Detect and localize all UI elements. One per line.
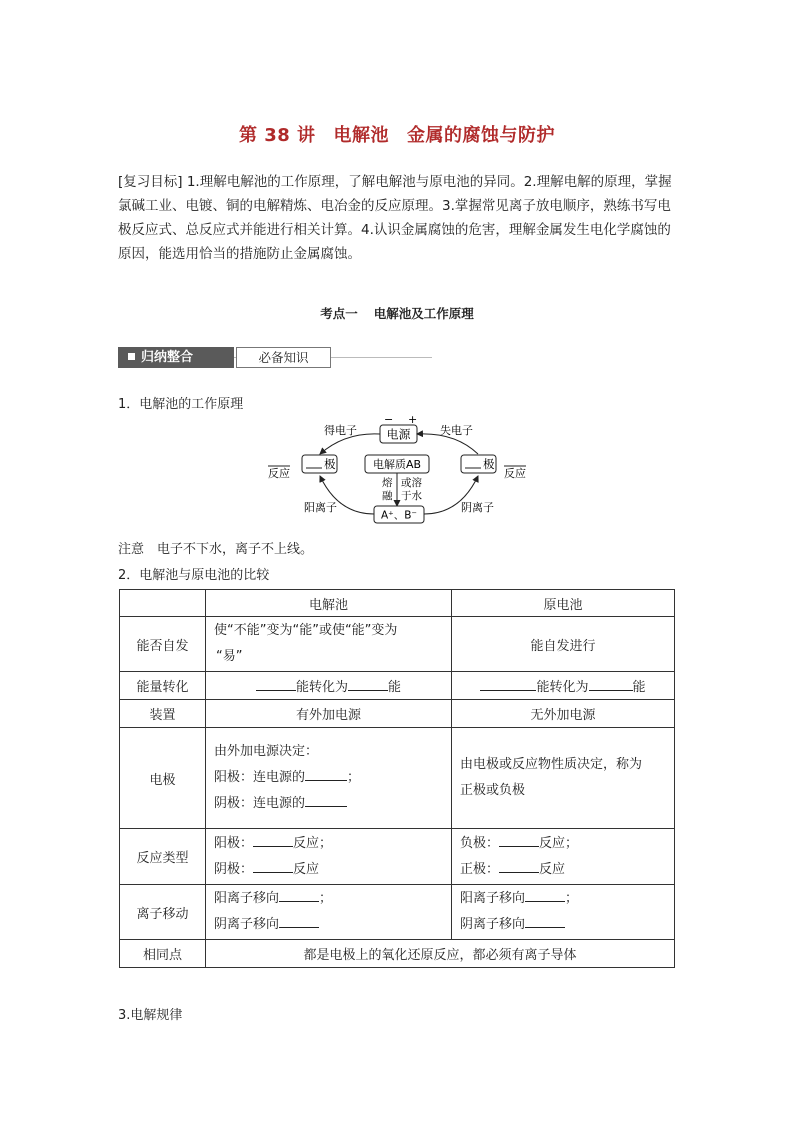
cell-text: 阴离子移向	[460, 917, 526, 932]
cell-common: 都是电极上的氧化还原反应，都必须有离子导体	[206, 940, 675, 968]
molten-label-2: 融	[382, 490, 393, 502]
blank-line	[589, 678, 633, 691]
table-row	[120, 617, 675, 672]
lose-electron-label: 失电子	[440, 424, 473, 437]
cell-text: 反应	[539, 861, 566, 877]
row-label-spontaneous: 能否自发	[120, 617, 206, 672]
cell-text: 能转化为	[536, 680, 589, 695]
cell-energy-galvanic	[452, 672, 675, 700]
cell-device-electrolytic: 有外加电源	[206, 700, 452, 728]
blank-line	[499, 834, 539, 847]
ions-label: A⁺、B⁻	[381, 509, 417, 522]
cell-energy-electrolytic	[206, 672, 452, 700]
cell-text: 反应	[293, 861, 320, 877]
cell-line	[214, 765, 443, 791]
cell-reaction-electrolytic	[206, 829, 452, 885]
cell-text: ；	[565, 891, 579, 906]
cell-text: 反应；	[293, 835, 333, 851]
cell-text: 能	[632, 680, 646, 695]
right-reaction-label: 反应	[504, 467, 526, 480]
blank-line	[305, 768, 347, 781]
banner-summary-label: 归纳整合	[141, 350, 194, 365]
molten-label-1: 熔	[382, 477, 393, 489]
review-goals: [复习目标] 1.理解电解池的工作原理，了解电解池与原电池的异同。2.理解电解的原理，掌握氯碱工业、电镀、铜的电解精炼、电冶金的反应原理。3.掌握常见离子放电顺序，熟练书写电极反应式、总反应式并能进行相关计算。4.认识金属腐蚀的危害，理解金属发生电化学腐蚀的原因，能选用恰当的措施防止金属腐蚀。	[118, 174, 672, 262]
cell-electrode-galvanic	[452, 728, 675, 829]
power-label: 电源	[386, 427, 411, 442]
cell-ion-electrolytic	[206, 885, 452, 940]
blank-line	[253, 834, 293, 847]
electrolysis-diagram	[260, 410, 540, 525]
anion-label: 阴离子	[461, 501, 494, 514]
cell-line	[214, 857, 443, 883]
table-row	[120, 728, 675, 829]
square-bullet-icon	[128, 353, 135, 360]
section-number: 考点一	[320, 306, 358, 321]
table-row	[120, 940, 675, 968]
cell-line	[214, 912, 443, 938]
dissolve-label-1: 或溶	[401, 477, 422, 489]
row-label-device: 装置	[120, 700, 206, 728]
table-row	[120, 885, 675, 940]
left-electrode-label: 极	[324, 457, 336, 471]
blank-line	[525, 915, 565, 928]
blank-line	[499, 860, 539, 873]
cell-text: 阳极：连电源的	[214, 770, 306, 785]
cell-text: 正极：	[460, 861, 500, 877]
blank-line	[305, 794, 347, 807]
section-name: 电解池及工作原理	[373, 306, 474, 321]
cell-text: 能	[388, 680, 402, 695]
banner-summary	[118, 347, 234, 368]
cell-text: ；	[319, 891, 333, 906]
table-row	[120, 829, 675, 885]
cell-text: 能转化为	[295, 680, 348, 695]
cell-text: 由外加电源决定：	[214, 744, 319, 759]
banner-knowledge: 必备知识	[236, 347, 331, 368]
table-row	[120, 590, 675, 617]
header-galvanic: 原电池	[452, 590, 675, 617]
lesson-number: 第 38 讲	[238, 125, 316, 146]
table-row	[120, 672, 675, 700]
header-electrolytic: 电解池	[206, 590, 452, 617]
left-reaction-label: 反应	[268, 467, 290, 480]
minus-sign: −	[384, 413, 394, 426]
item-2-heading: 2．电解池与原电池的比较	[118, 568, 270, 583]
row-label-energy: 能量转化	[120, 672, 206, 700]
item-1-heading: 1．电解池的工作原理	[118, 397, 244, 412]
lesson-topic-2: 金属的腐蚀与防护	[407, 125, 556, 146]
cell-text: 正极或负极	[460, 783, 526, 798]
cell-line	[460, 831, 666, 857]
cell-text: 阴极：	[214, 861, 254, 877]
page-title	[0, 121, 794, 147]
cell-electrode-electrolytic	[206, 728, 452, 829]
blank-line	[256, 678, 296, 691]
cell-line	[460, 912, 666, 938]
header-empty-cell	[120, 590, 206, 617]
cell-text: 由电极或反应物性质决定，称为	[460, 757, 643, 772]
cell-text: 阳极：	[214, 835, 254, 851]
cell-line	[214, 791, 443, 817]
cell-text: 负极：	[460, 835, 500, 851]
cell-device-galvanic: 无外加电源	[452, 700, 675, 728]
cell-spontaneous-galvanic: 能自发进行	[452, 617, 675, 672]
comparison-table	[119, 589, 675, 968]
cell-reaction-galvanic	[452, 829, 675, 885]
cell-text: 阳离子移向	[214, 891, 280, 906]
item-3-heading: 3.电解规律	[118, 1008, 183, 1023]
blank-line	[279, 889, 319, 902]
electrolyte-label: 电解质AB	[372, 458, 422, 471]
cell-text: 反应；	[539, 835, 579, 851]
cell-text: 阴极：连电源的	[214, 796, 306, 811]
cell-line	[214, 831, 443, 857]
cell-text: ；	[347, 770, 361, 785]
blank-line	[279, 915, 319, 928]
cell-spontaneous-electrolytic	[206, 617, 452, 672]
section-title	[0, 304, 794, 322]
plus-sign: +	[408, 413, 418, 426]
blank-line	[525, 889, 565, 902]
dissolve-label-2: 于水	[401, 490, 422, 502]
cell-line	[460, 886, 666, 912]
cell-line	[214, 886, 443, 912]
cation-label: 阳离子	[304, 501, 337, 514]
blank-line	[253, 860, 293, 873]
note: 注意 电子不下水，离子不上线。	[118, 542, 314, 557]
get-electron-label: 得电子	[324, 424, 357, 437]
cell-text: 阳离子移向	[460, 891, 526, 906]
cell-text: “易”	[216, 649, 243, 664]
blank-line	[480, 678, 536, 691]
right-electrode-label: 极	[483, 457, 495, 471]
cell-line	[460, 857, 666, 883]
table-row	[120, 700, 675, 728]
row-label-electrode: 电极	[120, 728, 206, 829]
cell-ion-galvanic	[452, 885, 675, 940]
row-label-common: 相同点	[120, 940, 206, 968]
blank-line	[348, 678, 388, 691]
cell-text: 阴离子移向	[214, 917, 280, 932]
row-label-ion-movement: 离子移动	[120, 885, 206, 940]
row-label-reaction-type: 反应类型	[120, 829, 206, 885]
lesson-topic-1: 电解池	[333, 125, 390, 146]
cell-text: 使“不能”变为“能”或使“能”变为	[214, 623, 398, 638]
